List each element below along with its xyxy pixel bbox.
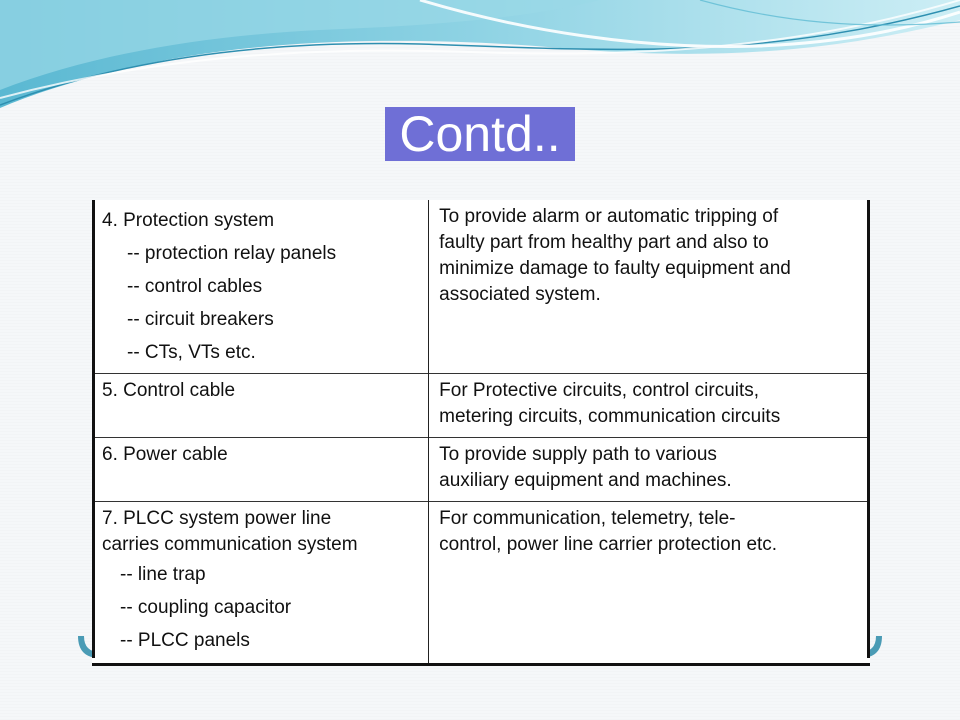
item-heading: 6. Power cable <box>102 444 228 465</box>
table-cell-purpose <box>429 374 870 438</box>
purpose-line: To provide alarm or automatic tripping of <box>439 206 779 227</box>
item-subpoint: -- PLCC panels <box>120 630 250 651</box>
item-heading-continued: carries communication system <box>102 534 358 555</box>
item-subpoint: -- line trap <box>120 564 206 585</box>
table-cell-purpose <box>429 502 870 665</box>
table-cell-purpose <box>429 438 870 502</box>
purpose-line: For communication, telemetry, tele- <box>439 508 736 529</box>
table-cell-item <box>92 200 429 374</box>
table-row <box>92 438 870 502</box>
purpose-line: To provide supply path to various <box>439 444 717 465</box>
purpose-line: metering circuits, communication circuits <box>439 406 781 427</box>
table-cell-item <box>92 438 429 502</box>
purpose-line: faulty part from healthy part and also to <box>439 232 769 253</box>
item-subpoint: -- protection relay panels <box>127 243 337 264</box>
table-border-right <box>867 200 870 658</box>
item-heading: 4. Protection system <box>102 210 275 231</box>
equipment-table <box>92 200 870 666</box>
slide-title: Contd.. <box>385 107 575 161</box>
item-subpoint: -- coupling capacitor <box>120 597 292 618</box>
table-row <box>92 200 870 374</box>
table-row <box>92 374 870 438</box>
table-row <box>92 502 870 665</box>
item-subpoint: -- CTs, VTs etc. <box>127 342 256 363</box>
item-heading: 7. PLCC system power line <box>102 508 332 529</box>
table-cell-item <box>92 502 429 665</box>
purpose-line: For Protective circuits, control circuits, <box>439 380 760 401</box>
purpose-line: minimize damage to faulty equipment and <box>439 258 791 279</box>
table-cell-item <box>92 374 429 438</box>
purpose-line: control, power line carrier protection etc. <box>439 534 778 555</box>
item-subpoint: -- control cables <box>127 276 263 297</box>
purpose-line: associated system. <box>439 284 601 305</box>
table-cell-purpose <box>429 200 870 374</box>
table-border-left <box>92 200 95 658</box>
purpose-line: auxiliary equipment and machines. <box>439 470 732 491</box>
item-subpoint: -- circuit breakers <box>127 309 274 330</box>
item-heading: 5. Control cable <box>102 380 236 401</box>
